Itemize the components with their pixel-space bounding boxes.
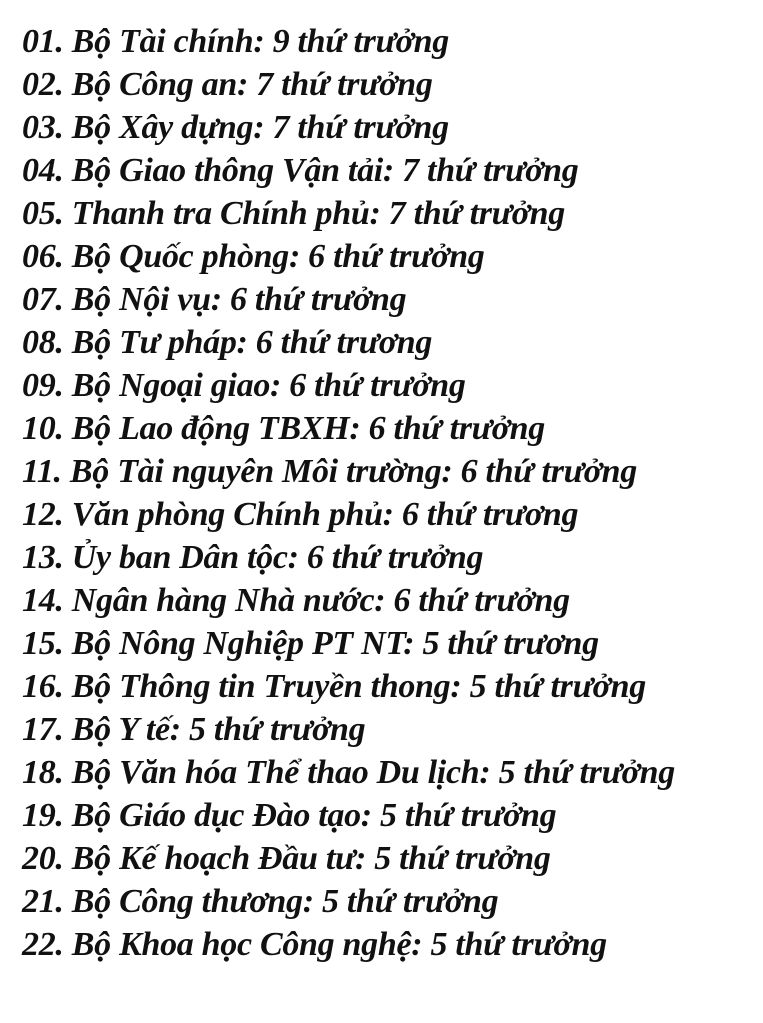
list-item-06: 06. Bộ Quốc phòng: 6 thứ trưởng: [22, 238, 485, 275]
list-item-05: 05. Thanh tra Chính phủ: 7 thứ trưởng: [22, 195, 565, 232]
list-item-02: 02. Bộ Công an: 7 thứ trưởng: [22, 66, 433, 103]
list-item-14: 14. Ngân hàng Nhà nước: 6 thứ trưởng: [22, 582, 570, 619]
list-item-18: 18. Bộ Văn hóa Thể thao Du lịch: 5 thứ trưởng: [22, 754, 675, 791]
list-item-10: 10. Bộ Lao động TBXH: 6 thứ trưởng: [22, 410, 545, 447]
list-item-20: 20. Bộ Kế hoạch Đầu tư: 5 thứ trưởng: [22, 840, 551, 877]
ministry-list: [22, 20, 675, 966]
list-item-08: 08. Bộ Tư pháp: 6 thứ trương: [22, 324, 433, 361]
list-item-04: 04. Bộ Giao thông Vận tải: 7 thứ trưởng: [22, 152, 579, 189]
list-item-07: 07. Bộ Nội vụ: 6 thứ trưởng: [22, 281, 407, 318]
list-item-11: 11. Bộ Tài nguyên Môi trường: 6 thứ trưởng: [22, 453, 637, 490]
list-item-03: 03. Bộ Xây dựng: 7 thứ trưởng: [22, 109, 449, 146]
list-item-15: 15. Bộ Nông Nghiệp PT NT: 5 thứ trương: [22, 625, 599, 662]
list-item-01: 01. Bộ Tài chính: 9 thứ trưởng: [22, 23, 449, 60]
list-item-19: 19. Bộ Giáo dục Đào tạo: 5 thứ trưởng: [22, 797, 557, 834]
list-item-21: 21. Bộ Công thương: 5 thứ trưởng: [22, 883, 499, 920]
list-item-12: 12. Văn phòng Chính phủ: 6 thứ trương: [22, 496, 579, 533]
list-item-13: 13. Ủy ban Dân tộc: 6 thứ trưởng: [22, 539, 484, 576]
list-item-22: 22. Bộ Khoa học Công nghệ: 5 thứ trưởng: [22, 926, 607, 963]
list-item-09: 09. Bộ Ngoại giao: 6 thứ trưởng: [22, 367, 466, 404]
list-item-17: 17. Bộ Y tế: 5 thứ trưởng: [22, 711, 366, 748]
list-item-16: 16. Bộ Thông tin Truyền thong: 5 thứ trưởng: [22, 668, 646, 705]
